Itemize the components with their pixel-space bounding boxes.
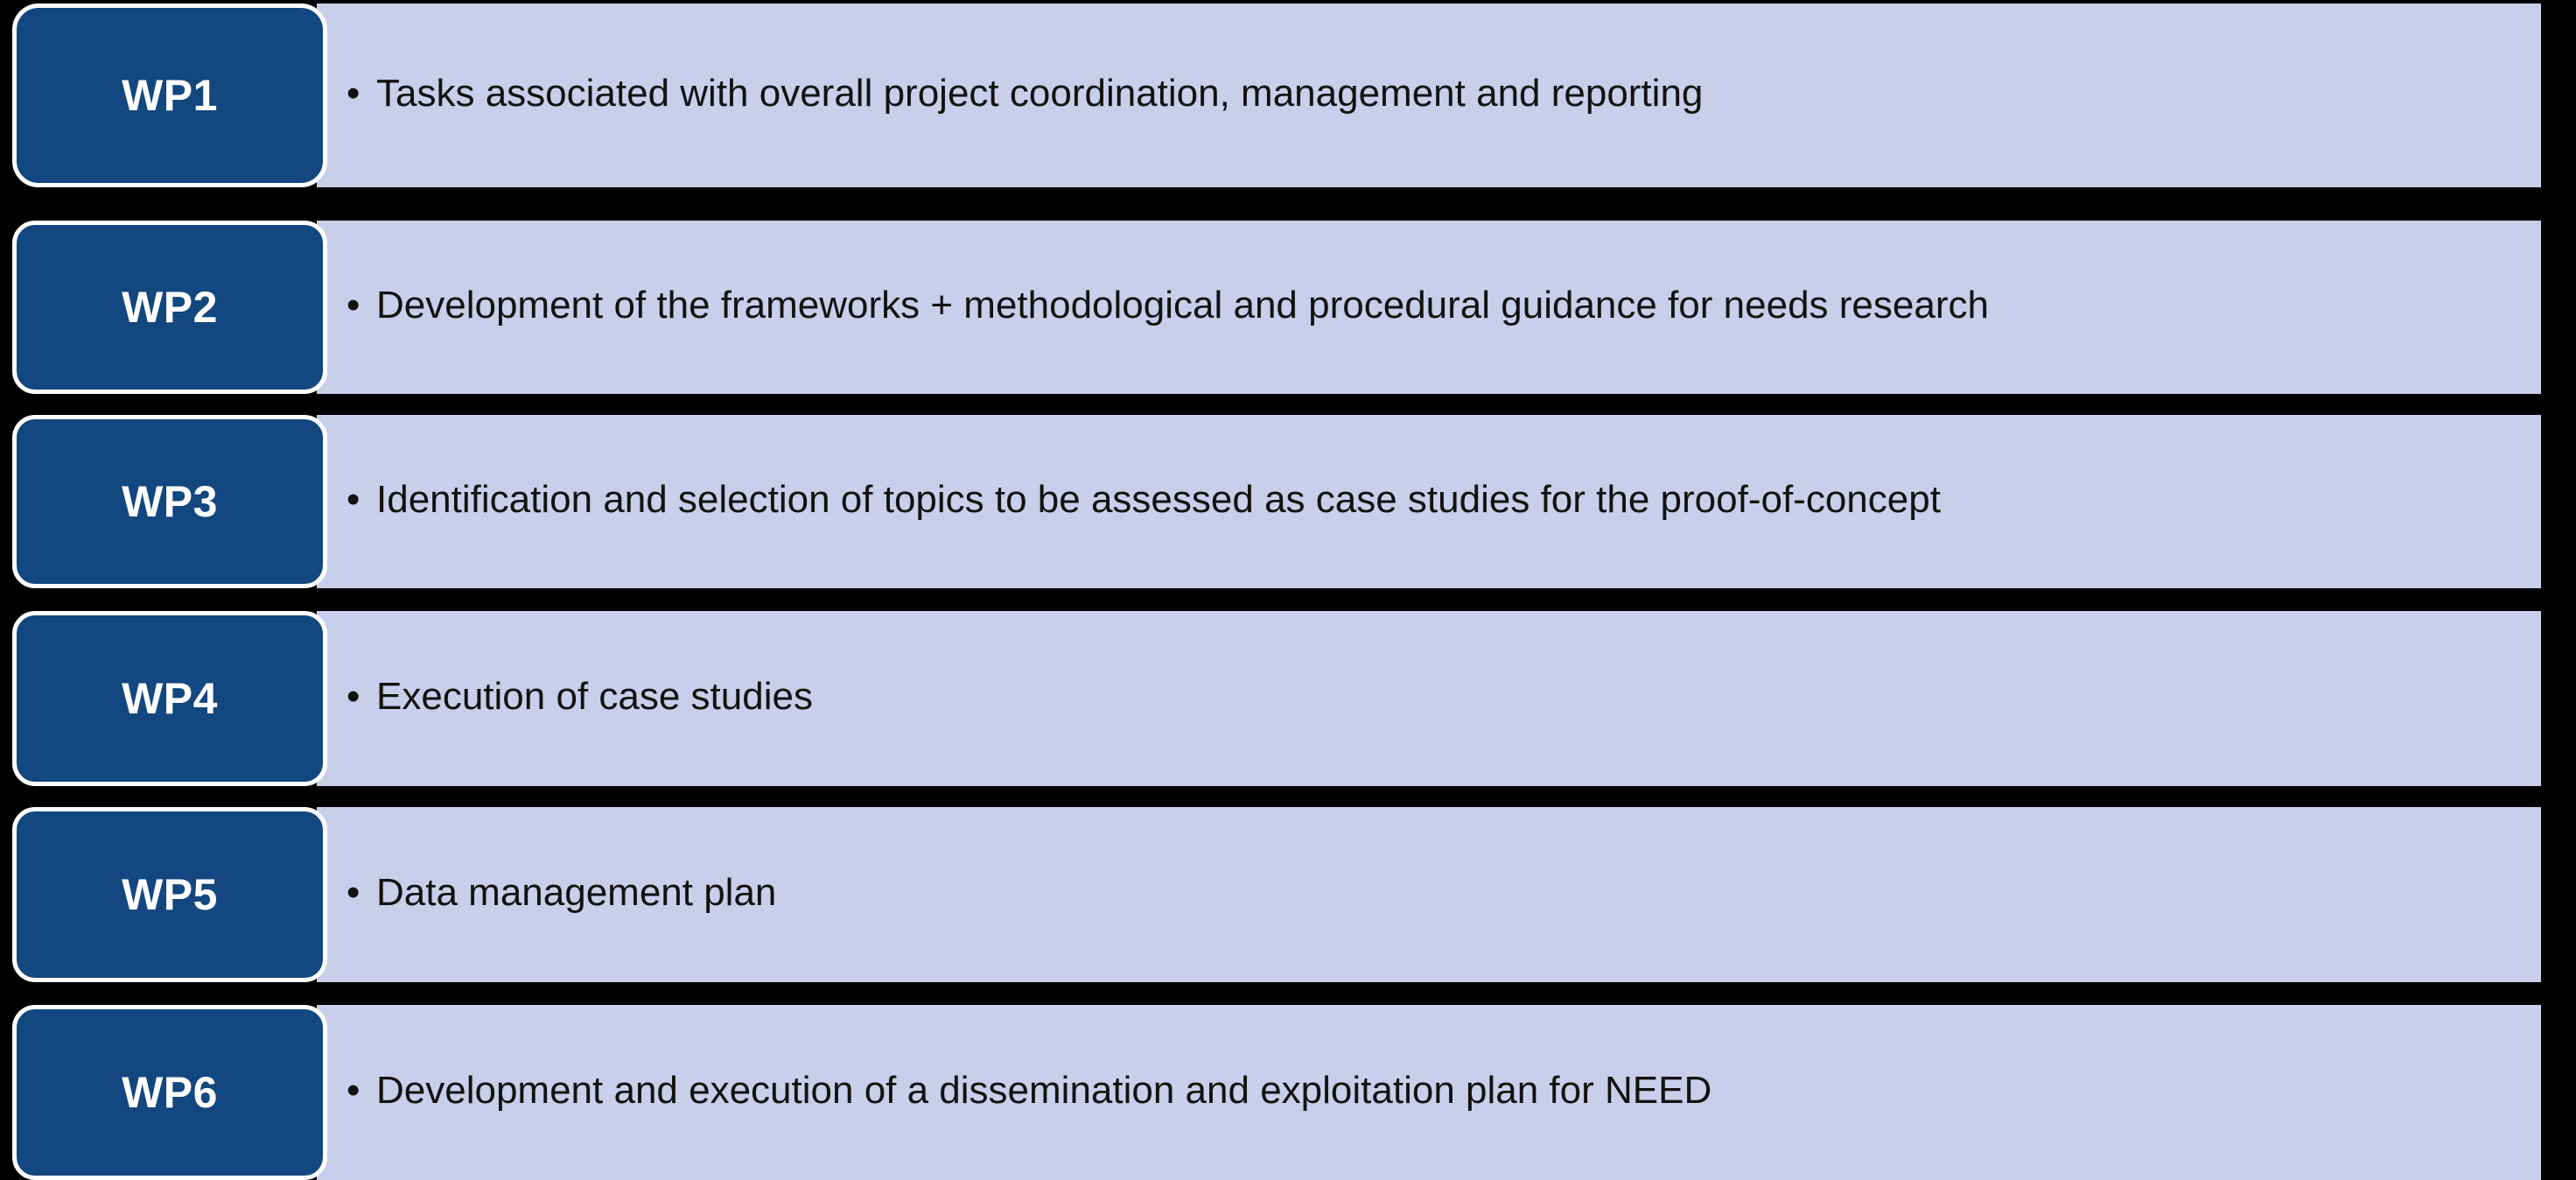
work-package-label-wp2: [12, 221, 327, 394]
work-package-row: [12, 807, 2541, 982]
work-package-row: [12, 1005, 2541, 1180]
bullet-icon: •: [346, 675, 360, 719]
work-package-row: [12, 611, 2541, 786]
work-package-description-text: Data management plan: [376, 871, 777, 915]
work-package-description-text: Identification and selection of topics to be assessed as case studies for the proof-of-concept: [376, 478, 1941, 522]
work-package-row: [12, 221, 2541, 394]
work-package-label-wp6: [12, 1005, 327, 1180]
work-package-label-wp3: [12, 415, 327, 588]
work-package-description-text: Execution of case studies: [376, 675, 813, 719]
bullet-icon: •: [346, 72, 360, 116]
work-package-diagram: [0, 4, 2576, 1150]
work-package-description-wp6: [317, 1005, 2541, 1180]
work-package-label-text: WP5: [122, 870, 218, 919]
work-package-label-wp5: [12, 807, 327, 982]
work-package-label-text: WP1: [122, 71, 218, 120]
work-package-description-text: Development and execution of a dissemination and exploitation plan for NEED: [376, 1069, 1712, 1113]
work-package-label-text: WP6: [122, 1068, 218, 1117]
work-package-label-text: WP4: [122, 674, 218, 723]
work-package-description-text: Tasks associated with overall project coordination, management and reporting: [376, 72, 1704, 116]
work-package-label-wp1: [12, 4, 327, 187]
work-package-description-wp2: [317, 221, 2541, 394]
bullet-icon: •: [346, 1069, 360, 1113]
work-package-description-wp5: [317, 807, 2541, 982]
work-package-row: [12, 4, 2541, 187]
work-package-label-text: WP3: [122, 477, 218, 526]
work-package-label-text: WP2: [122, 283, 218, 332]
work-package-description-wp3: [317, 415, 2541, 588]
work-package-label-wp4: [12, 611, 327, 786]
work-package-description-text: Development of the frameworks + methodological and procedural guidance for needs research: [376, 284, 1989, 327]
bullet-icon: •: [346, 478, 360, 522]
bullet-icon: •: [346, 284, 360, 327]
bullet-icon: •: [346, 871, 360, 915]
work-package-description-wp4: [317, 611, 2541, 786]
work-package-description-wp1: [317, 4, 2541, 187]
work-package-row: [12, 415, 2541, 588]
